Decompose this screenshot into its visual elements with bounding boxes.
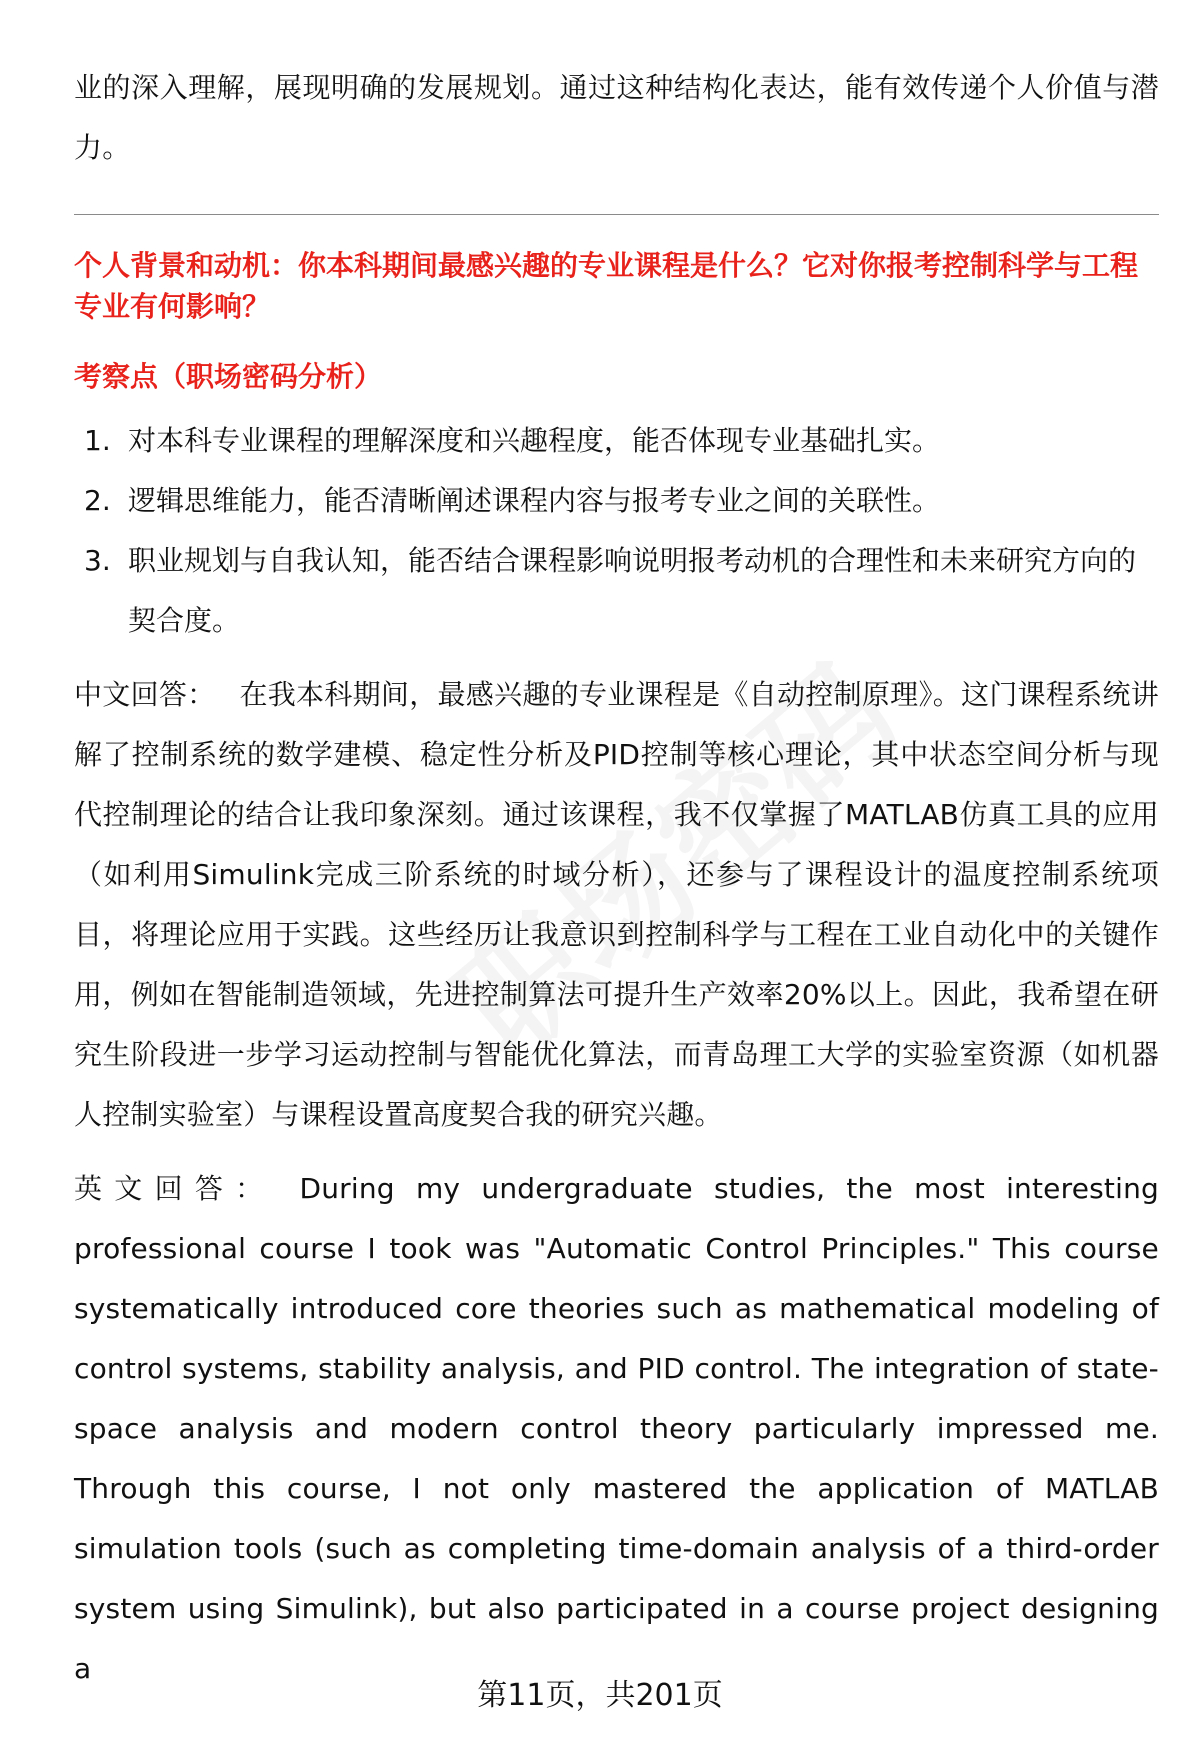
english-answer-label: 英文回答： bbox=[74, 1172, 276, 1205]
list-item-text: 职业规划与自我认知，能否结合课程影响说明报考动机的合理性和未来研究方向的契合度。 bbox=[128, 544, 1137, 637]
english-answer bbox=[74, 1159, 1159, 1699]
chinese-answer-text: 在我本科期间，最感兴趣的专业课程是《自动控制原理》。这门课程系统讲解了控制系统的数学建模、稳定性分析及PID控制等核心理论，其中状态空间分析与现代控制理论的结合让我印象深刻。通过该课程，我不仅掌握了MATLAB仿真工具的应用（如利用Simulink完成三阶系统的时域分析），还参与了课程设计的温度控制系统项目，将理论应用于实践。这些经历让我意识到控制科学与工程在工业自动化中的关键作用，例如在智能制造领域，先进控制算法可提升生产效率20%以上。因此，我希望在研究生阶段进一步学习运动控制与智能优化算法，而青岛理工大学的实验室资源（如机器人控制实验室）与课程设置高度契合我的研究兴趣。 bbox=[74, 678, 1159, 1131]
list-item-number: 1. bbox=[84, 424, 111, 457]
section-divider bbox=[74, 214, 1159, 215]
chinese-answer bbox=[74, 665, 1159, 1145]
list-item-number: 2. bbox=[84, 484, 111, 517]
assessment-heading: 考察点（职场密码分析） bbox=[74, 360, 383, 393]
list-item bbox=[74, 471, 1159, 531]
document-page bbox=[74, 58, 1159, 1699]
english-answer-text: During my undergraduate studies, the most interesting professional course I took was "Automatic Control Principles." This course systematically introduced core theories such as mathematical modeling of control systems, stability analysis, and PID control. The integration of state-space analysis and modern control theory particularly impressed me. Through this course, I not only mastered the application of MATLAB simulation tools (such as completing time-domain analysis of a third-order system using Simulink), but also participated in a course project designing a bbox=[74, 1172, 1159, 1685]
question-heading: 个人背景和动机：你本科期间最感兴趣的专业课程是什么？它对你报考控制科学与工程专业有何影响？ bbox=[74, 249, 1139, 323]
assessment-list bbox=[74, 411, 1159, 651]
list-item bbox=[74, 531, 1159, 651]
chinese-answer-label: 中文回答： bbox=[74, 678, 216, 711]
list-item-text: 对本科专业课程的理解深度和兴趣程度，能否体现专业基础扎实。 bbox=[128, 424, 941, 457]
list-item bbox=[74, 411, 1159, 471]
list-item-number: 3. bbox=[84, 544, 111, 577]
intro-paragraph: 业的深入理解，展现明确的发展规划。通过这种结构化表达，能有效传递个人价值与潜力。 bbox=[74, 71, 1159, 164]
page-footer: 第11页，共201页 bbox=[477, 1678, 723, 1713]
list-item-text: 逻辑思维能力，能否清晰阐述课程内容与报考专业之间的关联性。 bbox=[128, 484, 941, 517]
